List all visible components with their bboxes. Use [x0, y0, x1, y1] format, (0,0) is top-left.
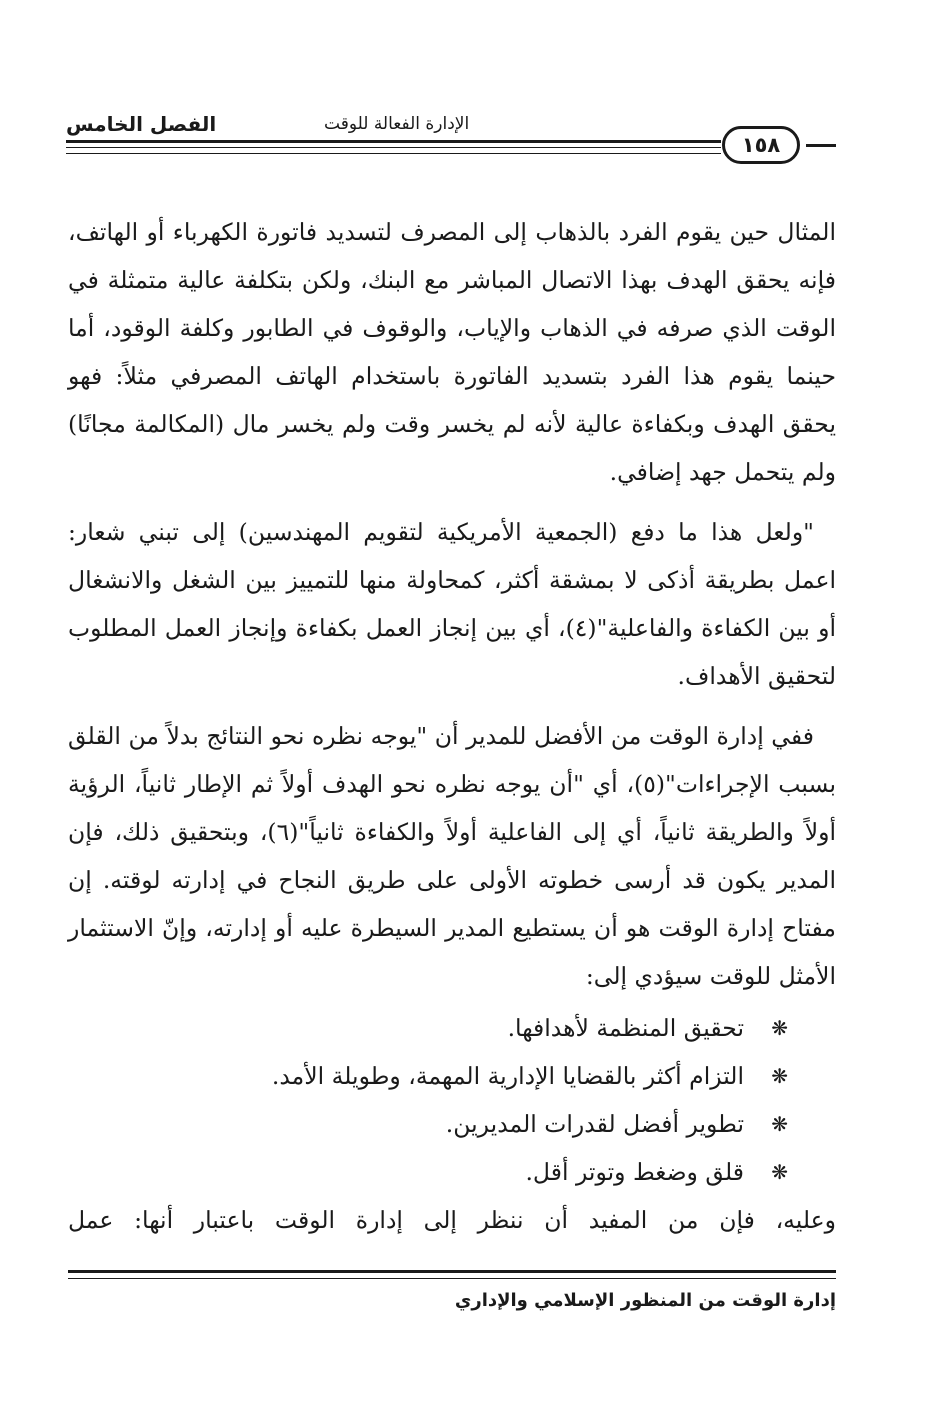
asterisk-bullet-icon: ❋	[771, 1064, 788, 1088]
paragraph-2: "ولعل هذا ما دفع (الجمعية الأمريكية لتقويم المهندسين) إلى تبني شعار: اعمل بطريقة أذكى لا بمشقة أكثر، كمحاولة منها للتمييز بين الشغل والانشغال أو بين الكفاءة والفاعلية"(٤)، أي بين إنجاز العمل بكفاءة وإنجاز العمل المطلوب لتحقيق الأهداف.	[68, 518, 836, 690]
list-item	[68, 1052, 836, 1100]
page-number-badge	[722, 126, 800, 164]
list-item-text: قلق وضغط وتوتر أقل.	[525, 1158, 744, 1186]
asterisk-bullet-icon: ❋	[771, 1112, 788, 1136]
page-number: ١٥٨	[741, 133, 781, 157]
footer-rule-thin	[68, 1278, 836, 1279]
asterisk-bullet-icon: ❋	[771, 1160, 788, 1184]
list-item-text: التزام أكثر بالقضايا الإدارية المهمة، وطويلة الأمد.	[271, 1062, 744, 1090]
footer-rule-thick	[68, 1270, 836, 1273]
list-item-text: تحقيق المنظمة لأهدافها.	[507, 1014, 744, 1042]
paragraph-1: المثال حين يقوم الفرد بالذهاب إلى المصرف لتسديد فاتورة الكهرباء أو الهاتف، فإنه يحقق الهدف بهذا الاتصال المباشر مع البنك، ولكن بتكلفة عالية متمثلة في الوقت الذي صرفه في الذهاب والإياب، والوقوف في الطابور وكلفة الوقود، أما حينما يقوم هذا الفرد بتسديد الفاتورة باستخدام الهاتف المصرفي مثلاً: فهو يحقق الهدف وبكفاءة عالية لأنه لم يخسر وقت ولم يخسر مال (المكالمة مجانًا) ولم يتحمل جهد إضافي.	[68, 218, 836, 486]
list-item	[68, 1004, 836, 1052]
header-rule-thick	[66, 140, 721, 143]
chapter-title: الفصل الخامس	[66, 112, 217, 136]
list-item	[68, 1148, 836, 1196]
page-header	[66, 112, 836, 172]
header-rule-thin	[66, 153, 721, 154]
asterisk-bullet-icon: ❋	[771, 1016, 788, 1040]
header-dash	[806, 144, 836, 147]
paragraph-3: ففي إدارة الوقت من الأفضل للمدير أن "يوجه نظره نحو النتائج بدلاً من القلق بسبب الإجراءات"(٥)، أي "أن يوجه نظره نحو الهدف أولاً ثم الإطار ثانياً، الرؤية أولاً والطريقة ثانياً، أي إلى الفاعلية أولاً والكفاءة ثانياً"(٦)، وبتحقيق ذلك، فإن المدير يكون قد أرسى خطوته الأولى على طريق النجاح في إدارته لوقته. إن مفتاح إدارة الوقت هو أن يستطيع المدير السيطرة عليه أو إدارته، وإنّ الاستثمار الأمثل للوقت سيؤدي إلى:	[68, 722, 836, 990]
list-item	[68, 1100, 836, 1148]
closing-line: وعليه، فإن من المفيد أن ننظر إلى إدارة الوقت باعتبار أنها: عمل	[68, 1206, 836, 1234]
bullet-list	[68, 1004, 836, 1196]
running-book-title: الإدارة الفعالة للوقت	[324, 114, 470, 134]
list-item-text: تطوير أفضل لقدرات المديرين.	[445, 1110, 744, 1138]
footer-book-title: إدارة الوقت من المنظور الإسلامي والإداري	[454, 1290, 836, 1311]
header-rule-middle	[66, 147, 721, 148]
page-body	[68, 208, 836, 1256]
